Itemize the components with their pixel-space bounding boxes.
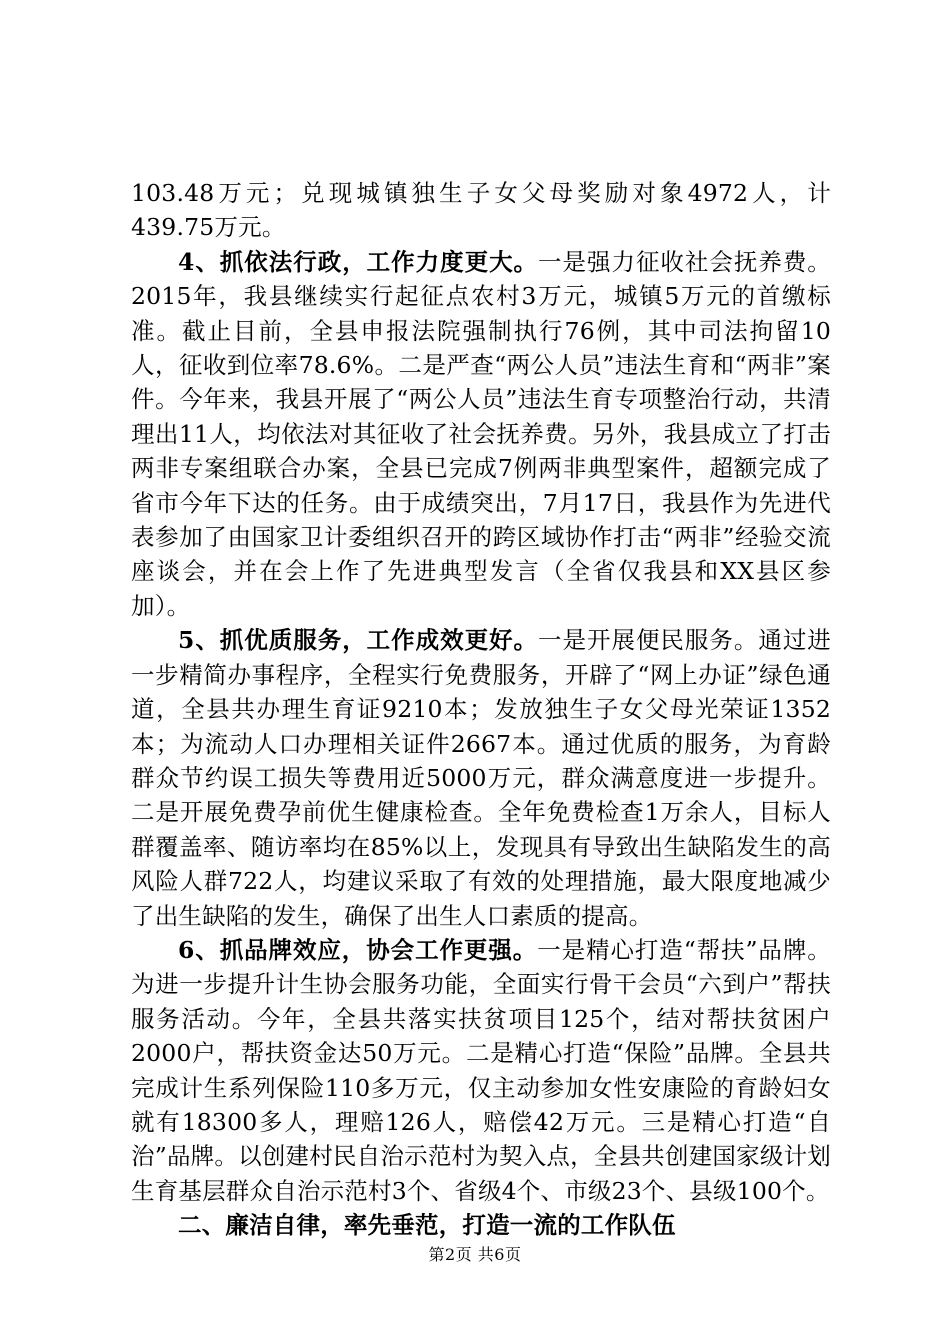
paragraph-text: 103.48万元；兑现城镇独生子女父母奖励对象4972人，计439.75万元。: [131, 179, 831, 242]
paragraph-text: 一是精心打造“帮扶”品牌。为进一步提升计生协会服务功能，全面实行骨干会员“六到户”帮扶服务活动。今年，全县共落实扶贫项目125个，结对帮扶贫困户2000户，帮扶资金达50万元。二是精心打造“保险”品牌。全县共完成计生系列保险110多万元，仅主动参加女性安康险的育龄妇女就有18300多人，理赔126人，赔偿42万元。三是精心打造“自治”品牌。以创建村民自治示范村为契入点，全县共创建国家级计划生育基层群众自治示范村3个、省级4个、市级23个、县级100个。: [131, 935, 831, 1205]
paragraph-quality-service: [131, 623, 831, 933]
paragraph-brand-effect: [131, 933, 831, 1208]
page-footer: [0, 1245, 950, 1265]
paragraph-text: 一是强力征收社会抚养费。2015年，我县继续实行起征点农村3万元，城镇5万元的首缴标准。截止目前，全县申报法院强制执行76例，其中司法拘留10人，征收到位率78.6%。二是严查“两公人员”违法生育和“两非”案件。今年来，我县开展了“两公人员”违法生育专项整治行动，共清理出11人，均依法对其征收了社会抚养费。另外，我县成立了打击两非专案组联合办案，全县已完成7例两非典型案件，超额完成了省市今年下达的任务。由于成绩突出，7月17日，我县作为先进代表参加了由国家卫计委组织召开的跨区域协作打击“两非”经验交流座谈会，并在会上作了先进典型发言（全省仅我县和XX县区参加）。: [131, 247, 831, 620]
paragraph-text: 一是开展便民服务。通过进一步精简办事程序，全程实行免费服务，开辟了“网上办证”绿色通道，全县共办理生育证9210本；发放独生子女父母光荣证1352本；为流动人口办理相关证件2667本。通过优质的服务，为育龄群众节约误工损失等费用近5000万元，群众满意度进一步提升。二是开展免费孕前优生健康检查。全年免费检查1万余人，目标人群覆盖率、随访率均在85%以上，发现具有导致出生缺陷发生的高风险人群722人，均建议采取了有效的处理措施，最大限度地减少了出生缺陷的发生，确保了出生人口素质的提高。: [131, 626, 831, 930]
page-number: 第2页 共6页: [428, 1245, 522, 1264]
section-heading: 二、廉洁自律，率先垂范，打造一流的工作队伍: [178, 1211, 676, 1240]
paragraph-lead: 4、抓依法行政，工作力度更大。: [178, 247, 539, 276]
paragraph-continuation: [131, 176, 831, 245]
paragraph-law-enforcement: [131, 245, 831, 623]
document-body: [131, 176, 831, 1243]
paragraph-lead: 6、抓品牌效应，协会工作更强。: [178, 935, 538, 964]
paragraph-lead: 5、抓优质服务，工作成效更好。: [178, 626, 539, 655]
